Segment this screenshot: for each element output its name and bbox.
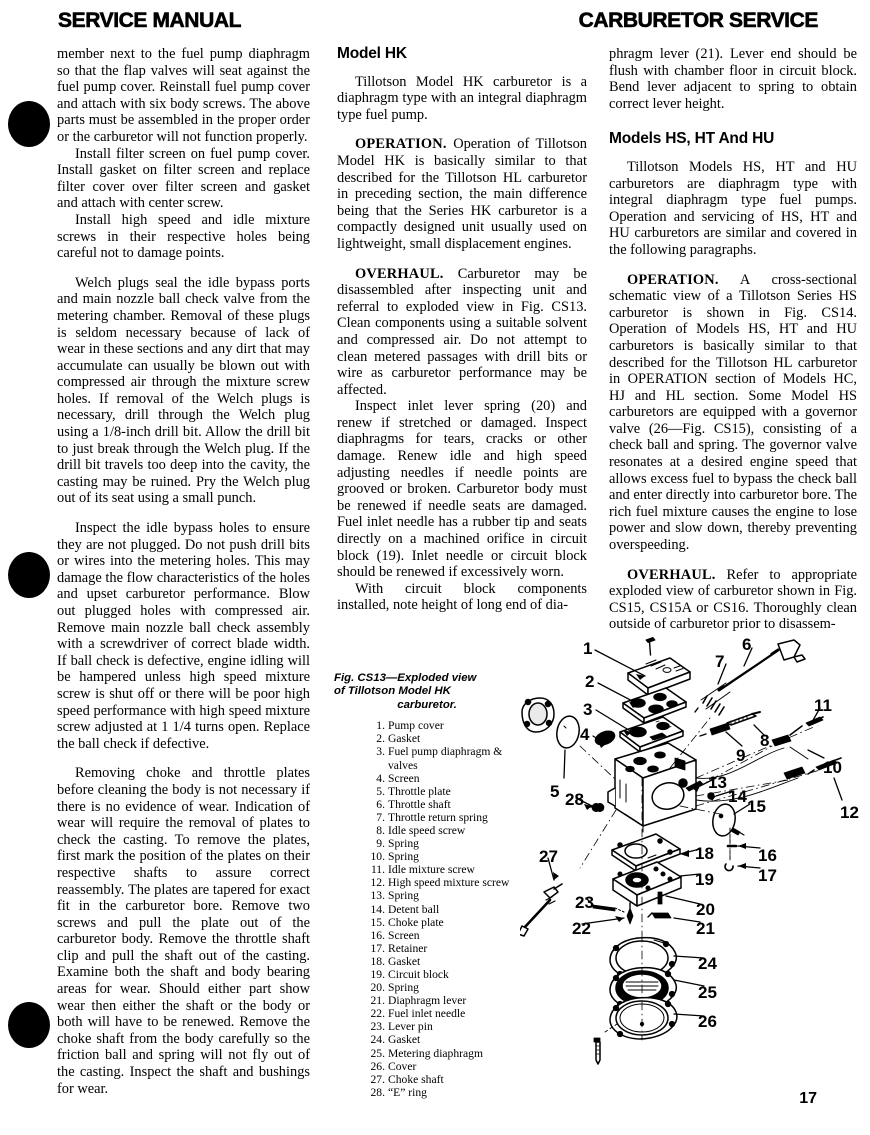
diagram-callout-number: 4 xyxy=(580,725,590,744)
parts-legend-label: Spring xyxy=(388,837,419,851)
diagram-callout-number: 12 xyxy=(840,803,859,822)
parts-legend-number: 4. xyxy=(376,771,385,785)
parts-legend-number: 1. xyxy=(376,719,385,733)
parts-legend-item xyxy=(368,1086,520,1099)
parts-legend-item xyxy=(368,798,520,811)
paragraph: phragm lever (21). Lever end should be flush with chamber floor in circuit block. Bend lever adjacent to spring to obtain correct lever height. xyxy=(609,46,857,112)
figure-caption-line-3: carburetor. xyxy=(397,698,457,711)
part-pump-cover xyxy=(628,638,690,696)
registration-dot-icon xyxy=(8,552,50,598)
running-head-left: SERVICE MANUAL xyxy=(58,9,242,32)
parts-legend-label: Detent ball xyxy=(388,902,440,916)
diagram-callout-number: 10 xyxy=(823,758,842,777)
parts-legend-number: 21. xyxy=(370,994,385,1008)
parts-legend-item xyxy=(368,929,520,942)
parts-legend-item xyxy=(368,876,520,889)
parts-legend-number: 9. xyxy=(376,837,385,851)
parts-legend-number: 26. xyxy=(370,1059,385,1073)
parts-legend-number: 17. xyxy=(370,941,385,955)
parts-legend-number: 10. xyxy=(370,850,385,864)
paragraph: Install filter screen on fuel pump cover. Install gasket on filter screen and replace filter cover over filter screen and gasket and attach with center screw. xyxy=(57,145,310,212)
text-column-3 xyxy=(609,46,857,633)
parts-legend-label: Idle mixture screw xyxy=(388,863,475,877)
parts-legend-label: Gasket xyxy=(388,954,421,968)
parts-legend-number: 6. xyxy=(376,797,385,811)
part-diaphragm-lever xyxy=(648,913,671,918)
parts-legend-label: Choke plate xyxy=(388,915,444,929)
parts-legend-item xyxy=(368,981,520,994)
part-inlet-spring xyxy=(658,892,662,904)
parts-legend-item xyxy=(368,994,520,1007)
section-heading-models-hs-ht-hu: Models HS, HT And HU xyxy=(609,130,775,148)
diagram-callout-number: 11 xyxy=(814,696,832,715)
parts-legend-number: 15. xyxy=(370,915,385,929)
diagram-callout-number: 28 xyxy=(565,790,584,809)
parts-legend-number: 5. xyxy=(376,784,385,798)
parts-legend-item xyxy=(368,942,520,955)
exploded-view-diagram xyxy=(520,628,865,1083)
diagram-callout-number: 20 xyxy=(696,900,715,919)
part-throttle-shaft xyxy=(719,640,805,690)
parts-legend-number: 18. xyxy=(370,954,385,968)
parts-legend-item xyxy=(368,719,520,732)
paragraph: Inspect the idle bypass holes to ensure they are not plugged. Do not push drill bits or wires into the metering holes. This may damage the flow characteristics of the holes and upset carburetor performance. Blow out plugged holes with compressed air. Remove main nozzle ball check assembly with a screwdriver of correct blade width. If ball check is defective, engine idling will be hampered unless high speed mixture screw is shut off or there will be poor high speed performance with high speed mixture screw adjusted at 1 1/4 turns open. Replace the ball check if defective. xyxy=(57,520,310,752)
diagram-callout-number: 26 xyxy=(698,1012,717,1031)
running-head-right: CARBURETOR SERVICE xyxy=(578,9,818,32)
part-e-ring xyxy=(590,804,604,812)
figure-caption-line-2: of Tillotson Model HK xyxy=(334,685,451,698)
part-choke-plate xyxy=(710,802,744,837)
part-carburetor-body xyxy=(608,743,696,832)
diagram-callout-number: 5 xyxy=(550,782,560,801)
page-number: 17 xyxy=(799,1090,817,1107)
parts-legend-number: 22. xyxy=(370,1007,385,1021)
diagram-callout-number: 25 xyxy=(698,983,717,1002)
parts-legend-item xyxy=(368,732,520,745)
diagram-callout-number: 22 xyxy=(572,919,591,938)
parts-legend-number: 16. xyxy=(370,928,385,942)
parts-legend-label: Screen xyxy=(388,928,420,942)
run-in-label-overhaul: OVERHAUL. xyxy=(355,265,444,282)
run-in-label-operation: OPERATION. xyxy=(355,136,447,153)
diagram-callout-number: 8 xyxy=(760,731,770,750)
parts-legend-item xyxy=(368,1073,520,1086)
parts-legend-label: Gasket xyxy=(388,1033,421,1047)
parts-legend-item xyxy=(368,1007,520,1020)
paragraph: Inspect inlet lever spring (20) and renew if stretched or damaged. Inspect diaphragms for tears, cracks or other damage. Renew idle and high speed adjusting needles if needle points are grooved or broken. Carburetor body must be renewed if needle seats are damaged. Fuel inlet needle has a rubber tip and seats directly on a machined orifice in circuit block (19). Inlet needle or circuit block should be renewed if excessively worn. xyxy=(337,398,587,581)
figure-block xyxy=(334,672,520,1099)
parts-legend-number: 20. xyxy=(370,981,385,995)
parts-legend-item xyxy=(368,955,520,968)
parts-legend-item xyxy=(368,1020,520,1033)
parts-legend-label: Spring xyxy=(388,850,419,864)
parts-legend-label: High speed mixture screw xyxy=(388,876,510,890)
diagram-callout-number: 16 xyxy=(758,846,777,865)
parts-legend-item xyxy=(368,811,520,824)
part-mounting-flange xyxy=(522,698,554,732)
parts-legend-number: 24. xyxy=(370,1033,385,1047)
run-in-text: Carburetor may be disassembled after inspecting unit and referral to exploded view in Fig. CS13. Clean components using a suitable solvent and compressed air. Do not attempt to clean metered passages with drill bits or wire as carburetor performance may be affected. xyxy=(337,265,587,398)
parts-legend-label: Spring xyxy=(388,981,419,995)
parts-legend-number: 19. xyxy=(370,968,385,981)
paragraph: With circuit block components installed, note height of long end of dia- xyxy=(337,580,587,614)
parts-legend-item xyxy=(368,850,520,863)
diagram-callout-number: 23 xyxy=(575,893,594,912)
run-in-label-overhaul: OVERHAUL. xyxy=(627,566,716,583)
parts-legend-label: Retainer xyxy=(388,941,428,955)
paragraph: Welch plugs seal the idle bypass ports and main nozzle ball check valve from the metering chamber. Removal of these plugs is seldom necessary because of lack of wear in these sections and any dirt that may accumulate can usually be blown out with compressed air through the mixture screw holes. If removal of the Welch plugs is necessary, drill through the Welch plug using a 1/8-inch drill bit. Allow the drill bit to just break through the Welch plug. If the drill bit travels too deep into the cavity, the casting may be ruined. Pry the Welch plug out of its seat using a small punch. xyxy=(57,274,310,507)
parts-legend-label: Throttle shaft xyxy=(388,797,451,811)
text-column-2 xyxy=(337,46,587,614)
parts-legend-item xyxy=(368,785,520,798)
parts-legend-item xyxy=(368,889,520,902)
parts-legend-number: 27. xyxy=(370,1072,385,1086)
diagram-callout-number: 6 xyxy=(742,635,752,654)
text-column-1 xyxy=(57,46,310,1097)
parts-legend-label: Diaphragm lever xyxy=(388,994,467,1008)
part-choke-shaft xyxy=(520,884,562,936)
parts-legend-number: 14. xyxy=(370,902,385,916)
diagram-callout-number: 27 xyxy=(539,847,558,866)
parts-legend-number: 7. xyxy=(376,810,385,824)
run-in-text: A cross-sectional schematic view of a Tillotson Series HS carburetor is shown in Fig. CS14. Operation of Models HS, HT and HU carburetors is basically similar to that described for the Tillotson HL carburetor in OPERATION section of Models HC, HJ and HL section. Some Model HS carburetors are equipped with a governor valve (26—Fig. CS15), consisting of a check ball and spring. The governor valve resonates at a desired engine speed that allows excess fuel to bypass the check ball and enter directly into carburetor bore. The rich fuel mixture causes the engine to lose power and slow down, thereby preventing overspeeding. xyxy=(609,271,857,554)
parts-legend-number: 28. xyxy=(370,1085,385,1099)
paragraph-overhaul xyxy=(337,266,587,399)
diagram-callout-number: 9 xyxy=(736,746,746,765)
parts-legend-label: Fuel pump diaphragm & valves xyxy=(388,745,503,772)
parts-legend-label: Idle speed screw xyxy=(388,823,466,837)
parts-legend-label: “E” ring xyxy=(388,1085,427,1099)
diagram-callout-number: 21 xyxy=(696,919,715,938)
parts-legend-item xyxy=(368,745,520,771)
parts-legend-item xyxy=(368,824,520,837)
parts-legend-number: 2. xyxy=(376,732,385,746)
paragraph: member next to the fuel pump diaphragm so that the flap valves will seat against the fuel pump cover. Reinstall fuel pump cover and attach with six body screws. The above parts must be assembled in the proper order or the carburetor will not function properly. xyxy=(57,46,310,145)
run-in-label-operation: OPERATION. xyxy=(627,271,719,288)
diagram-callout-number: 14 xyxy=(728,787,747,806)
diagram-callout-number: 15 xyxy=(747,797,766,816)
part-lever-pin xyxy=(593,905,624,912)
run-in-text: Operation of Tillotson Model HK is basically similar to that described for the Tillotson HL carburetor in preceding section, the main difference being that the Series HK carburetor is a compactly designed unit usually used on lightweight, small displacement engines. xyxy=(337,136,587,252)
parts-legend-label: Cover xyxy=(388,1059,417,1073)
diagram-callout-number: 24 xyxy=(698,954,717,973)
paragraph: Tillotson Models HS, HT and HU carburetors are diaphragm type with integral diaphragm type fuel pumps. Operation and servicing of HS, HT and HU carburetors are similar and covered in the following paragraphs. xyxy=(609,158,857,258)
figure-caption xyxy=(334,672,520,712)
parts-legend-item xyxy=(368,772,520,785)
diagram-callout-number: 18 xyxy=(695,844,714,863)
parts-legend-label: Screen xyxy=(388,771,420,785)
parts-legend-item xyxy=(368,863,520,876)
parts-legend-item xyxy=(368,837,520,850)
parts-legend-number: 25. xyxy=(370,1046,385,1060)
diagram-callout-number: 1 xyxy=(583,639,593,658)
diagram-callout-number: 17 xyxy=(758,866,777,885)
diagram-callout-number: 7 xyxy=(715,652,725,671)
parts-legend-item xyxy=(368,1060,520,1073)
parts-legend-label: Circuit block xyxy=(388,968,449,981)
parts-legend-number: 23. xyxy=(370,1020,385,1034)
parts-legend-label: Pump cover xyxy=(388,719,444,733)
part-spring-10 xyxy=(772,735,808,779)
diagram-callout-number: 2 xyxy=(585,672,595,691)
parts-legend-label: Throttle plate xyxy=(388,784,451,798)
paragraph: Install high speed and idle mixture screws in their respective holes being careful not to damage points. xyxy=(57,211,310,262)
parts-legend-number: 12. xyxy=(370,876,385,890)
paragraph-overhaul xyxy=(609,567,857,633)
parts-legend-number: 8. xyxy=(376,823,385,837)
parts-legend-item xyxy=(368,1047,520,1060)
run-in-text: Refer to appropriate exploded view of carburetor shown in Fig. CS15, CS15A or CS16. Thoroughly clean outside of carburetor prior to disassem- xyxy=(609,566,857,633)
parts-legend-item xyxy=(368,1033,520,1046)
part-cover xyxy=(594,998,677,1064)
parts-legend-label: Spring xyxy=(388,889,419,903)
parts-legend-item xyxy=(368,916,520,929)
paragraph-operation xyxy=(337,136,587,252)
section-heading-model-hk: Model HK xyxy=(337,45,407,62)
parts-legend-list xyxy=(334,719,520,1099)
paragraph: Removing choke and throttle plates before cleaning the body is not necessary if there is no evidence of wear. Indication of wear will require the removal of plates to check the casting. To remove the plates, first mark the position of the plates on their respective shafts to assure correct reassembly. The plates are tapered for exact fit in the carburetor bore. Remove two screws and pull the plate out of the carburetor body. Remove the throttle shaft clip and pull the shaft out of the casting. Examine both the shaft and body bearing areas for wear. Should either part show wear then either the shaft or the body or both will have to be renewed. Remove the choke shaft from the body carefully so the friction ball and spring will not fly out of the casting. Inspect the shaft and bushings for wear. xyxy=(57,765,310,1097)
part-idle-speed-screw xyxy=(727,712,760,725)
parts-legend-label: Fuel inlet needle xyxy=(388,1007,466,1021)
part-circuit-block xyxy=(613,862,681,906)
parts-legend-number: 13. xyxy=(370,889,385,903)
parts-legend-label: Lever pin xyxy=(388,1020,433,1034)
parts-legend-label: Choke shaft xyxy=(388,1072,444,1086)
part-idle-mixture-screw xyxy=(790,717,823,735)
parts-legend-label: Metering diaphragm xyxy=(388,1046,483,1060)
diagram-callout-number: 3 xyxy=(583,700,593,719)
diagram-callout-number: 13 xyxy=(708,773,727,792)
parts-legend-number: 3. xyxy=(376,745,385,759)
figure-caption-line-1: Fig. CS13—Exploded view xyxy=(334,672,477,684)
registration-dot-icon xyxy=(8,1002,50,1048)
parts-legend-item xyxy=(368,968,520,981)
parts-legend-label: Gasket xyxy=(388,732,421,746)
parts-legend-number: 11. xyxy=(370,863,385,877)
part-fuel-inlet-needle xyxy=(627,903,633,924)
registration-dot-icon xyxy=(8,101,50,147)
paragraph: Tillotson Model HK carburetor is a diaphragm type with an integral diaphragm type fuel pump. xyxy=(337,73,587,123)
paragraph-operation xyxy=(609,272,857,554)
parts-legend-label: Throttle return spring xyxy=(388,810,488,824)
diagram-callout-number: 19 xyxy=(695,870,714,889)
parts-legend-item xyxy=(368,903,520,916)
